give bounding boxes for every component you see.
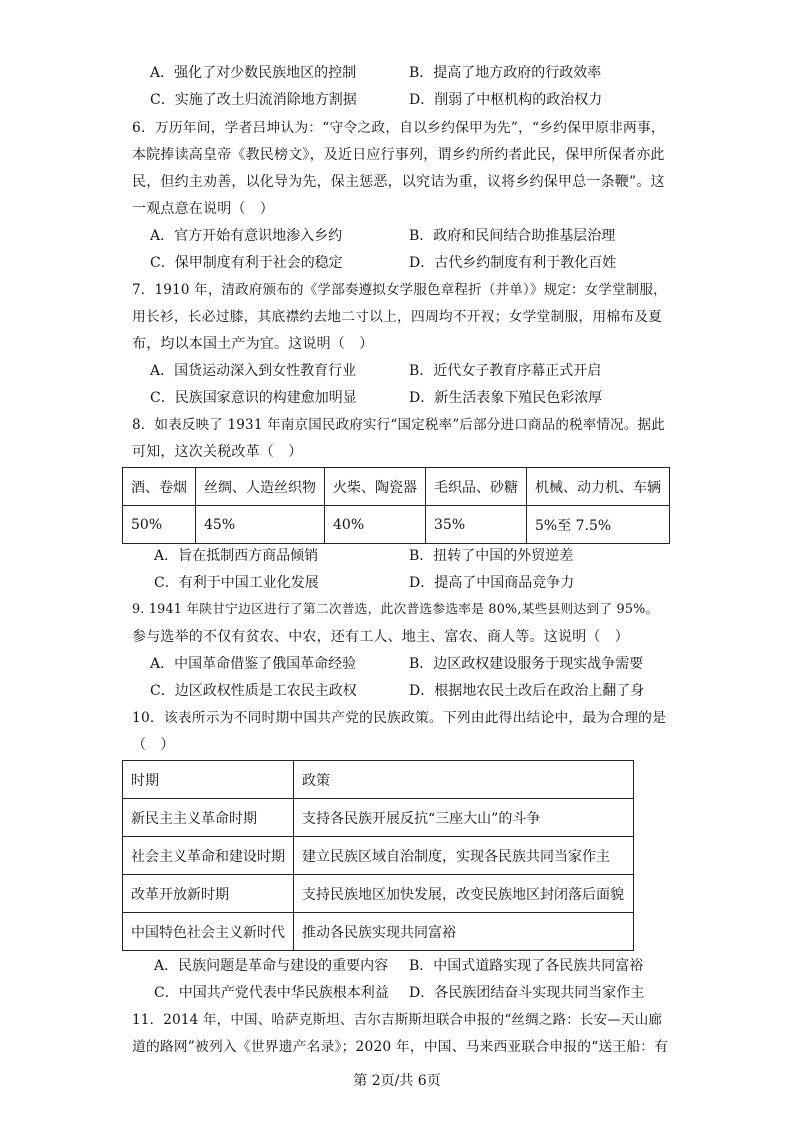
- tariff-rate-cell: 50%: [123, 506, 196, 544]
- q5-option-c: C．实施了改土归流消除地方割据: [150, 92, 357, 108]
- q6-option-c: C．保甲制度有利于社会的稳定: [150, 255, 343, 271]
- q10-option-a: A．民族问题是革命与建设的重要内容: [154, 958, 389, 974]
- policy-header-policy: 政策: [294, 761, 634, 799]
- q10-option-b: B．中国式道路实现了各民族共同富裕: [409, 958, 644, 974]
- policy-header-row: [123, 761, 634, 799]
- tariff-rate-cell: 40%: [325, 506, 426, 544]
- policy-row: [123, 875, 634, 913]
- policy-period-cell: 新民主主义革命时期: [123, 799, 294, 837]
- q9-option-d: D．根据地农民土改后在政治上翻了身: [409, 683, 645, 699]
- tariff-rate-cell: 5%至 7.5%: [527, 506, 670, 544]
- policy-period-cell: 改革开放新时期: [123, 875, 294, 913]
- q9-stem-line-1: 9. 1941 年陕甘宁边区进行了第二次普选，此次普选参选率是 80%,某些县则达到了 95%。: [132, 602, 659, 617]
- policy-row: [123, 913, 634, 951]
- policy-text-cell: 支持民族地区加快发展，改变民族地区封闭落后面貌: [294, 875, 634, 913]
- q5-option-b: B．提高了地方政府的行政效率: [409, 65, 602, 81]
- q6-stem-line-3: 民，但约主劝善，以化导为先，保主惩恶，以究诘为重，议将乡约保甲总一条鞭”。这: [132, 174, 665, 190]
- tariff-header-cell: 火柴、陶瓷器: [325, 468, 426, 506]
- q8-option-b: B．扭转了中国的外贸逆差: [409, 548, 574, 564]
- q8-option-c: C．有利于中国工业化发展: [154, 575, 319, 591]
- q10-option-c: C．中国共产党代表中华民族根本利益: [154, 985, 389, 1001]
- policy-row: [123, 799, 634, 837]
- policy-period-cell: 社会主义革命和建设时期: [123, 837, 294, 875]
- ethnic-policy-table: [122, 760, 634, 951]
- q6-option-b: B．政府和民间结合助推基层治理: [409, 228, 616, 244]
- q9-option-b: B．边区政权建设服务于现实战争需要: [409, 656, 644, 672]
- q7-stem-line-2: 用长衫，长必过膝，其底襟约去地二寸以上，四周均不开衩；女学堂制服，用棉布及夏: [132, 309, 663, 325]
- tariff-rate-cell: 35%: [426, 506, 527, 544]
- q6-option-d: D．古代乡约制度有利于教化百姓: [409, 255, 617, 271]
- q7-option-b: B．近代女子教育序幕正式开启: [409, 363, 602, 379]
- tariff-header-row: [123, 468, 670, 506]
- policy-text-cell: 建立民族区域自治制度，实现各民族共同当家作主: [294, 837, 634, 875]
- q10-stem-line-1: 10．该表所示为不同时期中国共产党的民族政策。下列由此得出结论中，最为合理的是: [132, 710, 667, 726]
- policy-header-period: 时期: [123, 761, 294, 799]
- tariff-header-cell: 丝绸、人造丝织物: [196, 468, 325, 506]
- q6-stem-line-1: 6．万历年间，学者吕坤认为：“守令之政，自以乡约保甲为先”，“乡约保甲原非两事，: [132, 120, 665, 136]
- q8-option-a: A．旨在抵制西方商品倾销: [154, 548, 319, 564]
- policy-text-cell: 支持各民族开展反抗“三座大山”的斗争: [294, 799, 634, 837]
- tariff-table: [122, 467, 670, 544]
- page-number: 第 2页/共 6页: [353, 1073, 441, 1089]
- q6-stem-line-2: 本院捧读高皇帝《教民榜文》，及近日应行事列，谓乡约所约者此民，保甲所保者亦此: [132, 147, 665, 163]
- policy-period-cell: 中国特色社会主义新时代: [123, 913, 294, 951]
- q9-stem-line-2: 参与选举的不仅有贫农、中农，还有工人、地主、富农、商人等。这说明（ ）: [132, 629, 629, 645]
- tariff-header-cell: 机械、动力机、车辆: [527, 468, 670, 506]
- q10-stem-line-2: （ ）: [132, 737, 175, 753]
- q8-stem-line-1: 8．如表反映了 1931 年南京国民政府实行“国定税率”后部分进口商品的税率情况。据此: [132, 417, 665, 433]
- q7-option-c: C．民族国家意识的构建愈加明显: [150, 390, 357, 406]
- q7-stem-line-3: 布，均以本国土产为宜。这说明（ ）: [132, 336, 374, 352]
- q6-stem-line-4: 一观点意在说明（ ）: [132, 201, 274, 217]
- q8-stem-line-2: 可知，这次关税改革（ ）: [132, 444, 303, 460]
- q9-option-c: C．边区政权性质是工农民主政权: [150, 683, 357, 699]
- policy-text-cell: 推动各民族实现共同富裕: [294, 913, 634, 951]
- q7-option-a: A．国货运动深入到女性教育行业: [150, 363, 357, 379]
- q6-option-a: A．官方开始有意识地渗入乡约: [150, 228, 343, 244]
- q11-stem-line-2: 道的路网”被列入《世界遗产名录》；2020 年，中国、马来西亚联合申报的“送王船：有: [132, 1039, 669, 1055]
- q11-stem-line-1: 11．2014 年，中国、哈萨克斯坦、吉尔吉斯斯坦联合申报的“丝绸之路：长安—天山廊: [132, 1012, 663, 1028]
- q8-option-d: D．提高了中国商品竞争力: [409, 575, 575, 591]
- q5-option-d: D．削弱了中枢机构的政治权力: [409, 92, 603, 108]
- q9-option-a: A．中国革命借鉴了俄国革命经验: [150, 656, 357, 672]
- q7-stem-line-1: 7．1910 年，清政府颁布的《学部奏遵拟女学服色章程折（并单）》规定：女学堂制服，: [132, 282, 667, 298]
- tariff-rate-row: [123, 506, 670, 544]
- policy-row: [123, 837, 634, 875]
- tariff-rate-cell: 45%: [196, 506, 325, 544]
- tariff-header-cell: 毛织品、砂糖: [426, 468, 527, 506]
- q7-option-d: D．新生活表象下殖民色彩浓厚: [409, 390, 603, 406]
- q5-option-a: A．强化了对少数民族地区的控制: [150, 65, 357, 81]
- tariff-header-cell: 酒、卷烟: [123, 468, 196, 506]
- q10-option-d: D．各民族团结奋斗实现共同当家作主: [409, 985, 645, 1001]
